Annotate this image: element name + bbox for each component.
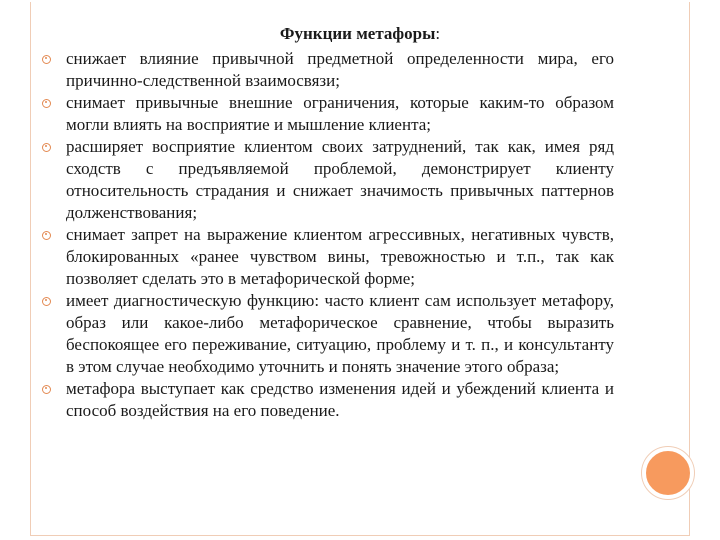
circle-bullet-icon [42,231,51,240]
circle-bullet-icon [42,143,51,152]
list-item [42,378,614,422]
list-item [42,92,614,136]
list-item-text: расширяет восприятие клиентом своих затруднений, так как, имея ряд сходств с предъявляемой проблемой, демонстрирует клиенту относительность страдания и снижает значимость привычных паттернов долженствования; [66,137,614,222]
function-list [42,48,614,422]
orange-circle-icon [642,447,694,499]
list-item-text: снимает запрет на выражение клиентом агрессивных, негативных чувств, блокированных «ранее чувством вины, тревожностью и т.п., так как позволяет сделать это в метафорической форме; [66,225,614,288]
circle-bullet-icon [42,55,51,64]
list-item-text: снижает влияние привычной предметной определенности мира, его причинно-следственной взаимосвязи; [66,49,614,90]
slide-title-colon: : [435,24,441,43]
slide-title [0,24,720,44]
list-item-text: метафора выступает как средство изменения идей и убеждений клиента и способ воздействия на его поведение. [66,379,614,420]
list-item [42,48,614,92]
list-item [42,136,614,224]
circle-bullet-icon [42,385,51,394]
list-item-text: имеет диагностическую функцию: часто клиент сам использует метафору, образ или какое-либо метафорическое сравнение, чтобы выразить беспокоящее его переживание, ситуацию, проблему и т. п., и консультанту в этом случае необходимо уточнить и понять значение этого образа; [66,291,614,376]
circle-bullet-icon [42,99,51,108]
list-item [42,224,614,290]
circle-bullet-icon [42,297,51,306]
list-item [42,290,614,378]
list-item-text: снимает привычные внешние ограничения, которые каким-то образом могли влиять на восприятие и мышление клиента; [66,93,614,134]
slide-title-text: Функции метафоры [279,24,436,43]
